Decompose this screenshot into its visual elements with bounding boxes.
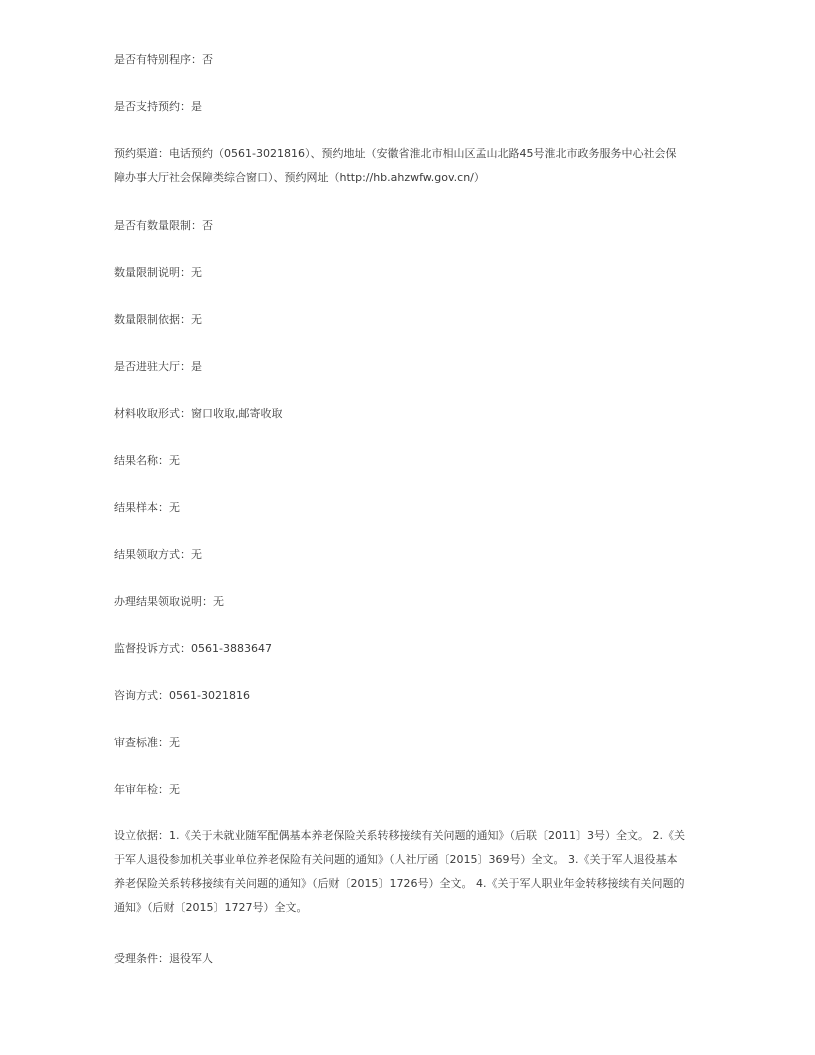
acceptance-condition-field: 受理条件：退役军人 [114,952,213,965]
appointment-channel-field: 预约渠道：电话预约（0561-3021816）、预约地址（安徽省淮北市相山区孟山北路45号淮北市政务服务中心社会保障办事大厅社会保障类综合窗口）、预约网址（http://hb.ahzwfw.gov.cn/） [114,147,677,184]
result-sample-field: 结果样本：无 [114,501,180,514]
review-standard-field: 审查标准：无 [114,736,180,749]
result-collection-note-field: 办理结果领取说明：无 [114,595,224,608]
material-collection-field: 材料收取形式：窗口收取,邮寄收取 [114,407,283,420]
result-collection-method-field: 结果领取方式：无 [114,548,202,561]
quantity-limit-description-field: 数量限制说明：无 [114,266,202,279]
special-procedure-field: 是否有特别程序：否 [114,53,213,66]
in-hall-field: 是否进驻大厅：是 [114,360,202,373]
appointment-support-field: 是否支持预约：是 [114,100,202,113]
legal-basis-field: 设立依据：1.《关于未就业随军配偶基本养老保险关系转移接续有关问题的通知》（后联〔2011〕3号）全文。 2.《关于军人退役参加机关事业单位养老保险有关问题的通知》（人社厅函〔2015〕369号）全文。 3.《关于军人退役基本养老保险关系转移接续有关问题的通知》（后财〔2015〕1726号）全文。 4.《关于军人职业年金转移接续有关问题的通知》（后财〔2015〕1727号）全文。 [114,829,685,914]
quantity-limit-field: 是否有数量限制：否 [114,219,213,232]
annual-review-field: 年审年检：无 [114,783,180,796]
consultation-contact-field: 咨询方式：0561-3021816 [114,689,250,702]
complaint-contact-field: 监督投诉方式：0561-3883647 [114,642,272,655]
result-name-field: 结果名称：无 [114,454,180,467]
quantity-limit-basis-field: 数量限制依据：无 [114,313,202,326]
